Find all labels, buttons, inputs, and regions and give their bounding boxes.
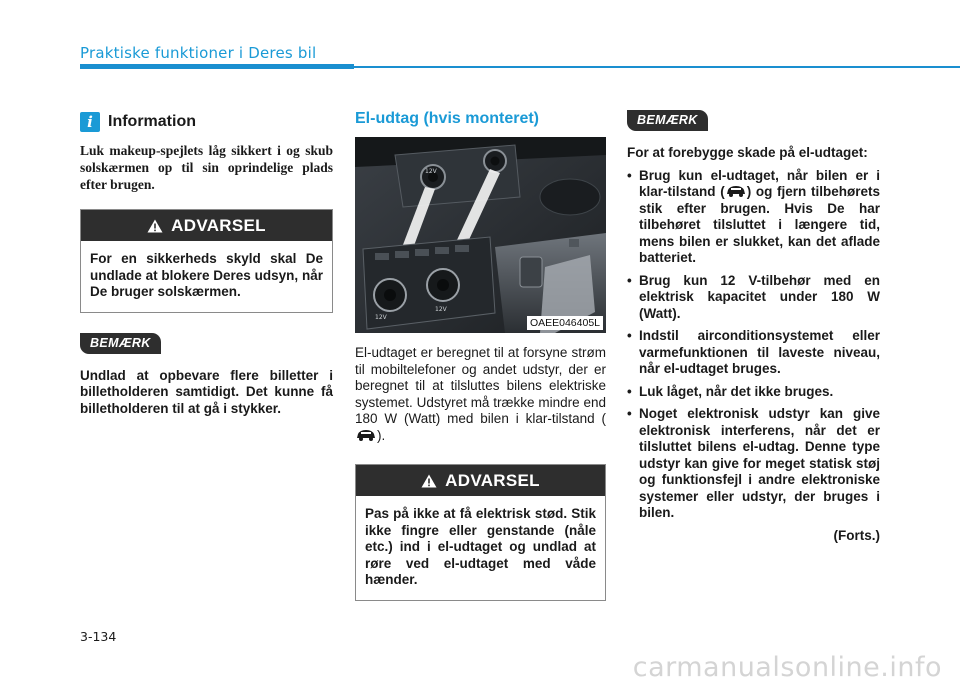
info-icon: i xyxy=(80,112,100,132)
socket-label-b: 12V xyxy=(435,306,447,313)
warning-box-shock xyxy=(355,464,606,601)
middle-column xyxy=(355,110,606,601)
warning-header xyxy=(81,210,332,241)
info-title: Information xyxy=(108,113,196,130)
photo-code: OAEE046405L xyxy=(527,316,603,330)
warning-triangle-icon xyxy=(147,219,163,233)
warning-header xyxy=(356,465,605,496)
list-item: • Brug kun 12 V-tilbehør med en elektrisk kapacitet under 180 W (Watt). xyxy=(627,273,880,323)
list-item: • Luk låget, når det ikke bruges. xyxy=(627,384,880,401)
outlet-description xyxy=(355,345,606,444)
list-item xyxy=(627,168,880,267)
outlet-description-text: El-udtaget er beregnet til at forsyne strøm til mobiltelefoner og andet udstyr, der er beregnet til at tilsluttes bilens elektriske systemet. Udstyret må trække mindre end 180 W (Watt) med bilen i klar-tilstand ( xyxy=(355,345,606,426)
header-bar-thin xyxy=(354,66,960,68)
socket-label-c: 12V xyxy=(425,168,437,175)
socket-label-a: 12V xyxy=(375,314,387,321)
warning-box-sunvisor xyxy=(80,209,333,313)
right-column xyxy=(627,110,880,543)
warning-text: For en sikkerheds skyld skal De undlade at blokere Deres udsyn, når De bruger solskærmen. xyxy=(90,251,323,299)
note-text: Undlad at opbevare flere billetter i billetholderen samtidigt. Det kunne få billetholderen til at gå i stykker. xyxy=(80,367,333,416)
info-heading xyxy=(80,112,333,132)
console-illustration xyxy=(355,137,606,333)
bullet-text-start: Brug kun el-udtaget, når bilen er i klar-tilstand ( xyxy=(639,167,880,199)
list-item: • Noget elektronisk udstyr kan give elektronisk interferens, når det er tilsluttet bilens el-udtag. Denne type udstyr kan give for meget statisk støj og funktionsfejl i andre elektroniske systemer eller udstyr, der bruges i bilen. xyxy=(627,406,880,522)
note-badge: BEMÆRK xyxy=(627,110,708,131)
car-ready-icon xyxy=(355,429,377,441)
warning-text: Pas på ikke at få elektrisk stød. Stik ikke fingre eller genstande (nåle etc.) ind i el-udtaget og undlad at røre ved el-udtaget med våde hænder. xyxy=(365,506,596,587)
note-badge: BEMÆRK xyxy=(80,333,161,354)
left-column xyxy=(80,110,333,417)
header-bar-thick xyxy=(80,64,354,69)
header-title: Praktiske funktioner i Deres bil xyxy=(80,44,317,62)
info-text: Luk makeup-spejlets låg sikkert i og skub solskærmen op til sin oprindelige plads efter brugen. xyxy=(80,143,333,192)
outlet-description-end: ). xyxy=(377,427,386,443)
power-outlet-photo xyxy=(355,137,606,333)
page-number: 3-134 xyxy=(80,629,117,644)
warning-triangle-icon xyxy=(421,474,437,488)
section-title: El-udtag (hvis monteret) xyxy=(355,110,540,127)
warning-title: ADVARSEL xyxy=(171,215,266,235)
bullet-text-end: ) og fjern tilbehørets stik efter brugen. Hvis De har tilbehøret tilsluttet i længere tid, mens bilen er slukket, kan det aflade batteriet. xyxy=(639,184,880,265)
list-item: • Indstil airconditionsystemet eller varmefunktionen til laveste niveau, når el-udtaget bruges. xyxy=(627,328,880,378)
continued-label: (Forts.) xyxy=(833,527,880,543)
note-intro: For at forebygge skade på el-udtaget: xyxy=(627,145,868,160)
warning-title: ADVARSEL xyxy=(445,470,540,490)
note-bullet-list xyxy=(627,168,880,522)
watermark: carmanualsonline.info xyxy=(632,652,942,683)
car-ready-icon xyxy=(725,185,747,197)
